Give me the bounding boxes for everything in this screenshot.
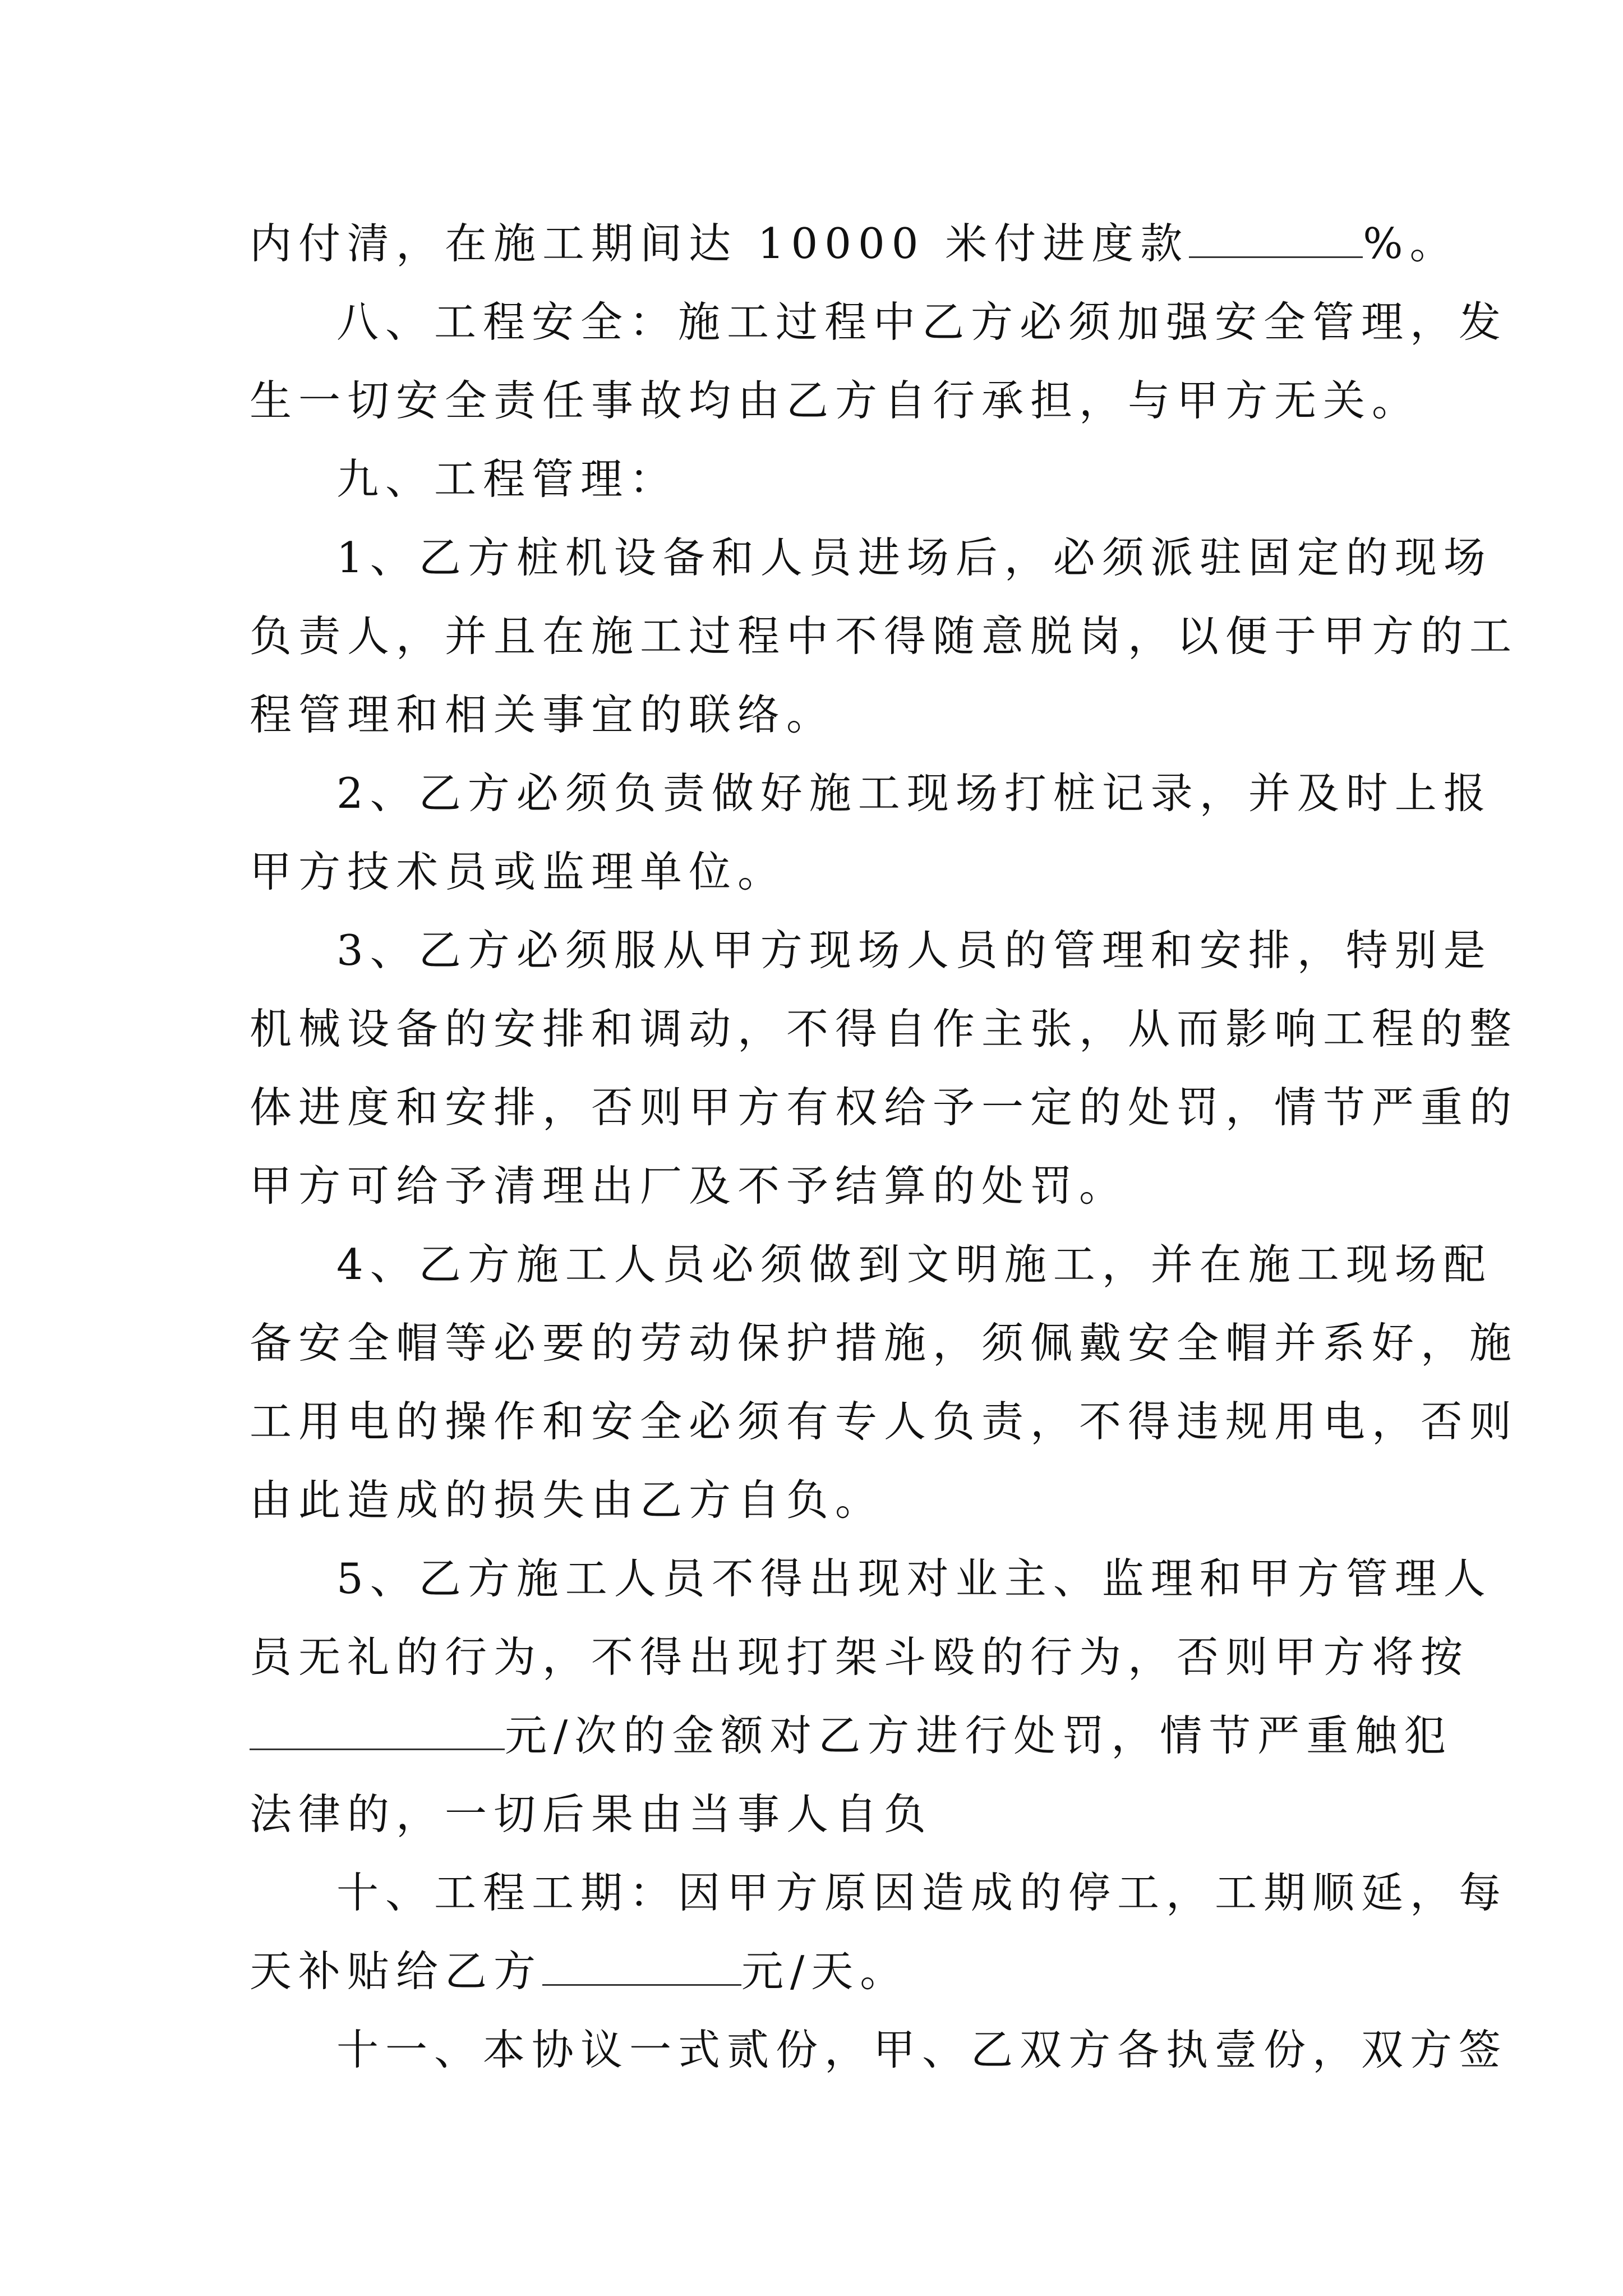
text-line: 备安全帽等必要的劳动保护措施，须佩戴安全帽并系好，施: [250, 1318, 1519, 1368]
text-line: 生一切安全责任事故均由乙方自行承担，与甲方无关。: [250, 376, 1421, 425]
section-10-line: 十、工程工期：因甲方原因造成的停工，工期顺延，每: [336, 1868, 1508, 1917]
section-9-heading: 九、工程管理：: [336, 454, 679, 504]
section-8-heading-line: 八、工程安全：施工过程中乙方必须加强安全管理，发: [336, 297, 1508, 347]
text-line: 负责人，并且在施工过程中不得随意脱岗，以便于甲方的工: [250, 611, 1519, 661]
payment-clause-text: 内付清，在施工期间达 10000 米付进度款: [250, 219, 1189, 268]
subsidy-clause-text: 天补贴给乙方: [250, 1947, 543, 1996]
text-line: [250, 204, 1459, 283]
item-1-line: 1、乙方桩机设备和人员进场后，必须派驻固定的现场: [336, 533, 1492, 582]
text-line: 程管理和相关事宜的联络。: [250, 690, 836, 739]
penalty-clause-text: 元/次的金额对乙方进行处罚，情节严重触犯: [505, 1711, 1453, 1760]
contract-body: [250, 204, 1519, 2089]
text-line: [250, 1696, 1453, 1775]
item-2-line: 2、乙方必须负责做好施工现场打桩记录，并及时上报: [336, 769, 1492, 818]
subsidy-unit: 元/天。: [741, 1947, 909, 1996]
item-5-line: 5、乙方施工人员不得出现对业主、监理和甲方管理人: [336, 1554, 1492, 1603]
text-line: 甲方可给予清理出厂及不予结算的处罚。: [250, 1161, 1128, 1211]
text-line: 员无礼的行为，不得出现打架斗殴的行为，否则甲方将按: [250, 1632, 1470, 1682]
text-line: 由此造成的损失由乙方自负。: [250, 1475, 884, 1525]
text-line: 体进度和安排，否则甲方有权给予一定的处罚，情节严重的: [250, 1083, 1519, 1132]
blank-penalty-amount: [250, 1705, 505, 1750]
blank-daily-subsidy: [542, 1940, 741, 1986]
text-line: 法律的，一切后果由当事人自负: [250, 1789, 933, 1839]
item-3-line: 3、乙方必须服从甲方现场人员的管理和安排，特别是: [336, 926, 1492, 975]
blank-progress-percent: [1189, 213, 1363, 258]
section-11-line: 十一、本协议一式贰份，甲、乙双方各执壹份，双方签: [336, 2025, 1508, 2074]
text-line: [250, 1932, 1388, 2010]
item-4-line: 4、乙方施工人员必须做到文明施工，并在施工现场配: [336, 1240, 1492, 1289]
text-line: 机械设备的安排和调动，不得自作主张，从而影响工程的整: [250, 1004, 1519, 1053]
text-line: 甲方技术员或监理单位。: [250, 847, 787, 896]
percent-suffix: %。: [1363, 219, 1459, 268]
text-line: 工用电的操作和安全必须有专人负责，不得违规用电，否则: [250, 1397, 1519, 1446]
